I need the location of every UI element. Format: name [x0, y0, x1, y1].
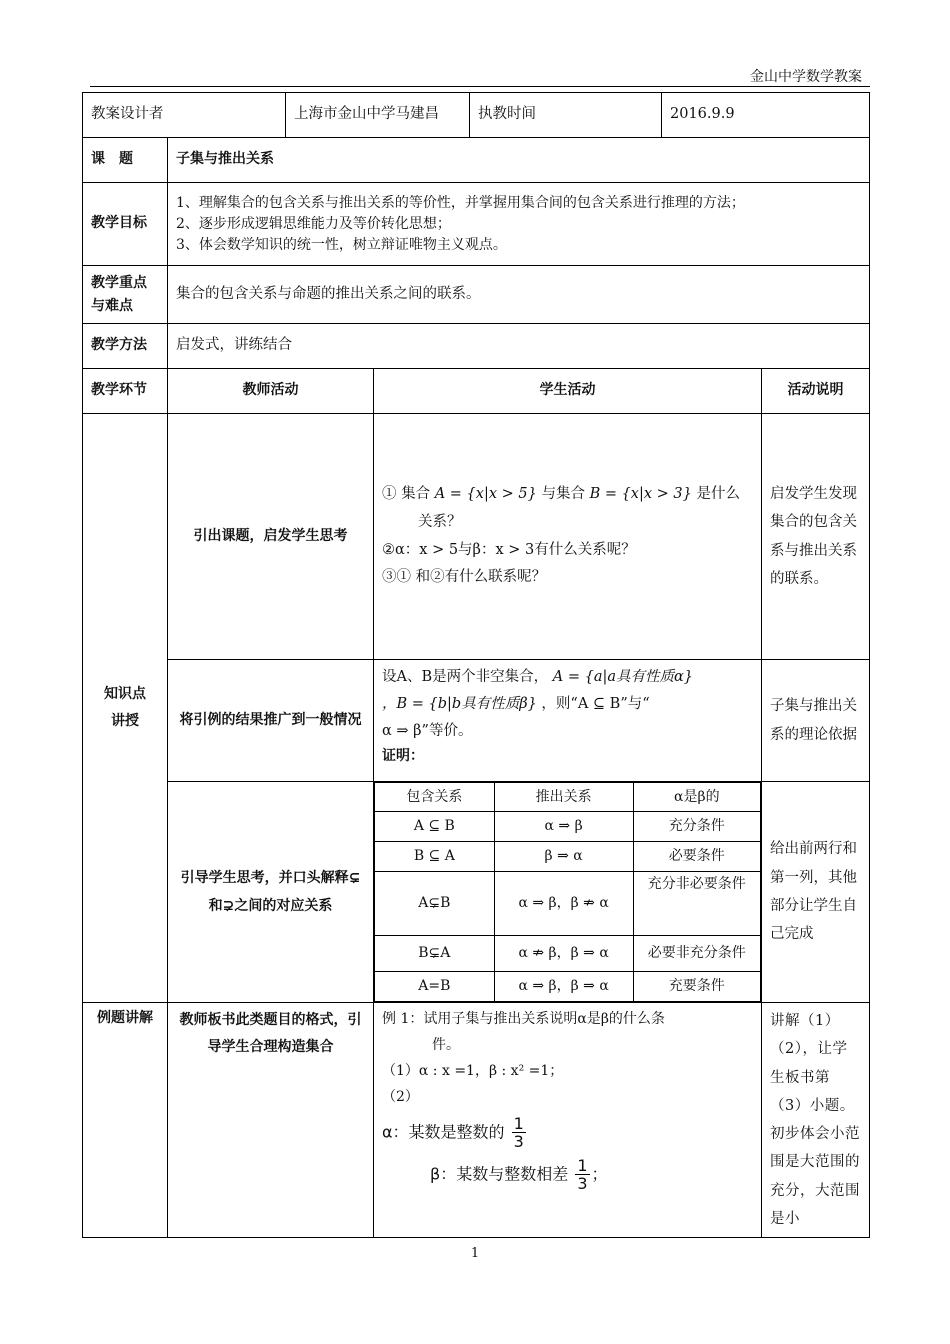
relation-header-cell: α是β的 [633, 783, 760, 812]
example-note: 讲解（1）（2），让学生板书第（3）小题。初步体会小范围是大范围的充分，大范围是小 [762, 1003, 870, 1238]
school-title: 金山中学数学教案 [750, 69, 862, 85]
column-header-row [83, 369, 870, 414]
example-title-b: α是β的什么条 [577, 1011, 665, 1027]
example-teacher: 教师板书此类题目的格式，引导学生合理构造集合 [168, 1003, 374, 1238]
col-teacher: 教师活动 [168, 369, 374, 414]
relation-table-row [375, 872, 761, 936]
example-item2: （2） [382, 1088, 419, 1105]
stage-example: 例题讲解 [83, 1003, 168, 1238]
example-alpha: α：某数是整数的 [382, 1122, 505, 1142]
relation-cell: 必要条件 [633, 842, 760, 872]
general-note: 子集与推出关系的理论依据 [762, 660, 870, 782]
example-row [83, 1003, 870, 1238]
relation-cell: α ⇒ β [494, 812, 633, 842]
relation-note: 给出前两行和第一列，其他部分让学生自己完成 [762, 782, 870, 1003]
relation-cell: 充分条件 [633, 812, 760, 842]
keypoints-value: 集合的包含关系与命题的推出关系之间的联系。 [168, 266, 870, 324]
goal-item: 1、理解集合的包含关系与推出关系的等价性，并掌握用集合间的包含关系进行推理的方法； [176, 194, 745, 211]
relation-cell: A ⊆ B [375, 812, 495, 842]
goals-label: 教学目标 [83, 183, 168, 266]
relation-table [374, 782, 761, 1002]
example-title-c: 件。 [432, 1036, 460, 1053]
date-value: 2016.9.9 [662, 93, 870, 138]
question3: ③① 和②有什么联系呢？ [382, 569, 547, 586]
relation-cell: β ⇒ α [494, 842, 633, 872]
info-row [83, 93, 870, 138]
fraction [575, 1157, 589, 1193]
set-a-expr: A = {x|x > 5} [434, 486, 537, 503]
relation-row [83, 782, 870, 1003]
intro-teacher: 引出课题，启发学生思考 [168, 414, 374, 660]
fraction-numerator: 1 [513, 1113, 524, 1133]
relation-table-row [375, 936, 761, 972]
keypoints-row [83, 266, 870, 324]
relation-teacher-line1: 引导学生思考，并口头解释⊊ [180, 870, 361, 886]
method-label: 教学方法 [83, 324, 168, 369]
fraction-denominator: 3 [513, 1132, 524, 1152]
general-stmt-2: ，则“A ⊆ B”与“ [541, 695, 650, 712]
goal-item: 3、体会数学知识的统一性，树立辩证唯物主义观点。 [176, 236, 507, 253]
example-title-a: 例 1：试用子集与推出关系说明 [382, 1011, 578, 1027]
relation-header-cell: 包含关系 [375, 783, 495, 812]
topic-row [83, 138, 870, 183]
method-row [83, 324, 870, 369]
relation-cell: B ⊆ A [375, 842, 495, 872]
method-value: 启发式，讲练结合 [168, 324, 870, 369]
question1-mid: 与集合 [541, 486, 585, 503]
lesson-plan-table [82, 92, 870, 1238]
page-number: 1 [470, 1246, 480, 1261]
intro-row [83, 414, 870, 660]
designer-value: 上海市金山中学马建昌 [286, 93, 470, 138]
keypoints-label-line2: 与难点 [91, 297, 133, 314]
general-stmt-3: α ⇒ β”等价。 [382, 722, 473, 739]
question2: ②α：x > 5与β：x > 3有什么关系呢？ [382, 541, 636, 558]
stage-knowledge-line2: 讲授 [111, 713, 139, 729]
general-row [83, 660, 870, 782]
relation-table-row [375, 842, 761, 872]
col-note: 活动说明 [762, 369, 870, 414]
date-label: 执教时间 [470, 93, 662, 138]
relation-cell: A=B [375, 972, 495, 1002]
set-b-expr: B = {x|x > 3} [589, 486, 692, 503]
relation-cell: 必要非充分条件 [633, 936, 760, 972]
relation-table-row [375, 812, 761, 842]
relation-teacher-line2: 和⊋之间的对应关系 [208, 898, 333, 914]
example-semicolon: ； [591, 1164, 608, 1184]
header-rule [90, 86, 870, 87]
col-student: 学生活动 [374, 369, 762, 414]
keypoints-label-line1: 教学重点 [91, 275, 147, 292]
relation-cell: A⊊B [375, 872, 495, 936]
designer-label: 教案设计者 [83, 93, 286, 138]
question1-prefix: ① 集合 [382, 486, 431, 503]
general-teacher: 将引例的结果推广到一般情况 [168, 660, 374, 782]
relation-cell: α ⇒ β，β ⇒ α [494, 972, 633, 1002]
example-item1: （1）α : x =1，β : x² =1； [382, 1062, 564, 1079]
example-beta: β：某数与整数相差 [430, 1164, 569, 1184]
relation-table-header [375, 783, 761, 812]
intro-note: 启发学生发现集合的包含关系与推出关系的联系。 [762, 414, 870, 660]
relation-header-cell: 推出关系 [494, 783, 633, 812]
relation-table-row [375, 972, 761, 1002]
general-set-b: ，B = {b|b具有性质β} [382, 695, 537, 712]
general-set-a: A = {a|a具有性质α} [552, 669, 694, 685]
col-stage: 教学环节 [83, 369, 168, 414]
fraction-numerator: 1 [577, 1155, 588, 1175]
relation-cell: α ⇒ β，β ⇏ α [494, 872, 633, 936]
relation-cell: α ⇏ β，β ⇒ α [494, 936, 633, 972]
general-stmt-1: 设A、B是两个非空集合， [382, 669, 549, 685]
fraction [512, 1115, 526, 1151]
fraction-denominator: 3 [577, 1174, 588, 1194]
goal-item: 2、逐步形成逻辑思维能力及等价转化思想； [176, 215, 451, 232]
relation-cell: B⊊A [375, 936, 495, 972]
topic-value: 子集与推出关系 [168, 138, 870, 183]
topic-label: 课 题 [83, 138, 168, 183]
relation-cell: 充分非必要条件 [633, 872, 760, 936]
question1-suffix: 是什么 [696, 486, 740, 503]
goals-row [83, 183, 870, 266]
question1-end: 关系？ [418, 513, 462, 530]
relation-cell: 充要条件 [633, 972, 760, 1002]
proof-label: 证明： [382, 748, 424, 765]
stage-knowledge-line1: 知识点 [104, 686, 146, 703]
